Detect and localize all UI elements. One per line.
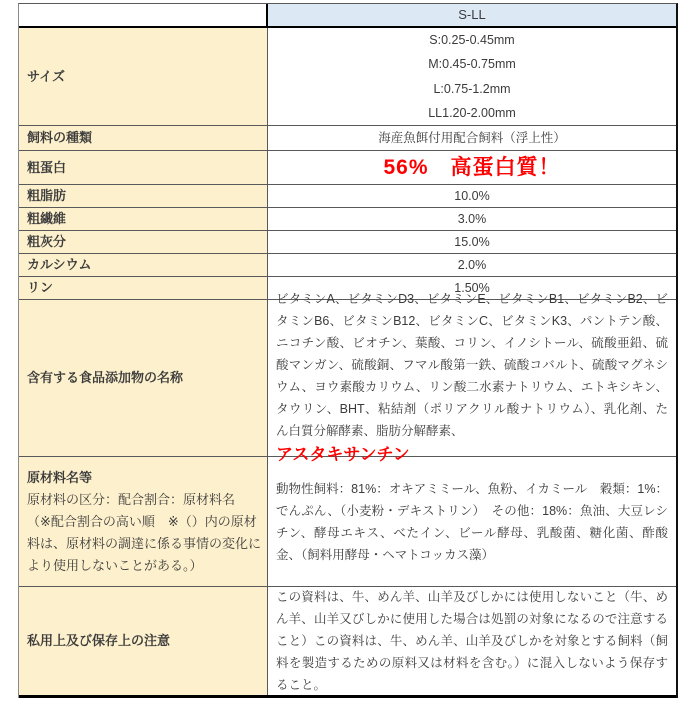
size-label: サイズ (19, 28, 268, 125)
row-ingredients (19, 457, 676, 587)
ingredients-value (268, 457, 676, 586)
ingredients-label (19, 457, 268, 586)
row-calcium (19, 254, 676, 277)
size-value-m: M:0.45-0.75mm (428, 57, 516, 71)
table-header-row (19, 4, 676, 28)
row-crude-fat (19, 185, 676, 208)
row-additives (19, 292, 676, 464)
caution-label: 私用上及び保存上の注意 (19, 587, 268, 695)
product-spec-table (18, 3, 678, 698)
row-caution (19, 587, 676, 698)
crude-fat-value: 10.0% (454, 189, 490, 203)
row-feed-type (19, 126, 676, 151)
ingredients-label-desc1: 原材料の区分：配合割合：原材料名 (27, 491, 236, 507)
ingredients-label-title: 原材料名等 (27, 469, 93, 485)
calcium-value: 2.0% (457, 258, 487, 272)
ingredients-label-desc2: （※配合割合の高い順 ※（）内の原材料は、原材料の調達に係る事情の変化により使用しないことがある。） (27, 513, 262, 573)
feed-type-label: 飼料の種類 (19, 126, 268, 150)
crude-fat-label: 粗脂肪 (19, 185, 268, 207)
additives-highlight-astaxanthin: アスタキサンチン (276, 445, 410, 464)
crude-ash-value: 15.0% (454, 235, 490, 249)
row-crude-fiber (19, 208, 676, 231)
crude-protein-label: 粗蛋白 (19, 151, 268, 184)
additives-label: 含有する食品添加物の名称 (19, 300, 268, 456)
ingredients-text: 動物性飼料：81%：オキアミミール、魚粉、イカミール 穀類：1%：でんぷん、（小麦粉・デキストリン） その他：18%：魚油、大豆レシチン、酵母エキス、べたイン、ビール酵母、乳酸菌、糖化菌、酢酸金、（飼料用酵母・ヘマトコッカス藻） (276, 481, 668, 562)
crude-fiber-label: 粗繊維 (19, 208, 268, 230)
row-size (19, 28, 676, 126)
size-values (268, 28, 676, 125)
size-value-ll: LL1.20-2.00mm (428, 106, 516, 120)
product-name-cell: S-LL (268, 4, 676, 26)
caution-value (268, 587, 676, 695)
protein-highlight-text: 56% 高蛋白質！ (383, 155, 561, 179)
crude-ash-label: 粗灰分 (19, 231, 268, 253)
row-crude-protein (19, 151, 676, 185)
caution-text: この資料は、牛、めん羊、山羊及びしかには使用しないこと（牛、めん羊、山羊又びしかに使用した場合は処罰の対象になるので注意すること）この資料は、牛、めん羊、山羊及びしかを対象とする飼料（飼料を製造するための原料又は材料を含む。）に混入しないよう保存すること。 (276, 590, 668, 692)
row-crude-ash (19, 231, 676, 254)
phosphorus-value: 1.50% (454, 281, 490, 295)
size-value-l: L:0.75-1.2mm (433, 81, 511, 96)
crude-fiber-value: 3.0% (457, 212, 487, 226)
phosphorus-label: リン (19, 277, 268, 299)
additives-list-text: ビタミンA、ビタミンD3、ビタミンE、ビタミンB1、ビタミンB2、ビタミンB6、ビタミンB12、ビタミンC、ビタミンK3、パントテン酸、ニコチン酸、ビオチン、葉酸、コリン、イノシトール、硫酸亜鉛、硫酸マンガン、硫酸銅、フマル酸第一鉄、硫酸コバルト、硫酸マグネシウム、ヨウ素酸カリウム、リン酸二水素ナトリウム、エトキシキン、タウリン、BHT、粘結剤（ポリアクリル酸ナトリウム）、乳化剤、たん白質分解酵素、脂肪分解酵素、 (276, 292, 668, 438)
header-empty-cell (19, 4, 268, 26)
feed-type-value: 海産魚餌付用配合飼料（浮上性） (378, 131, 566, 145)
size-value-s: S:0.25-0.45mm (429, 32, 515, 47)
calcium-label: カルシウム (19, 254, 268, 276)
crude-protein-value (268, 151, 676, 184)
additives-value (268, 292, 676, 464)
